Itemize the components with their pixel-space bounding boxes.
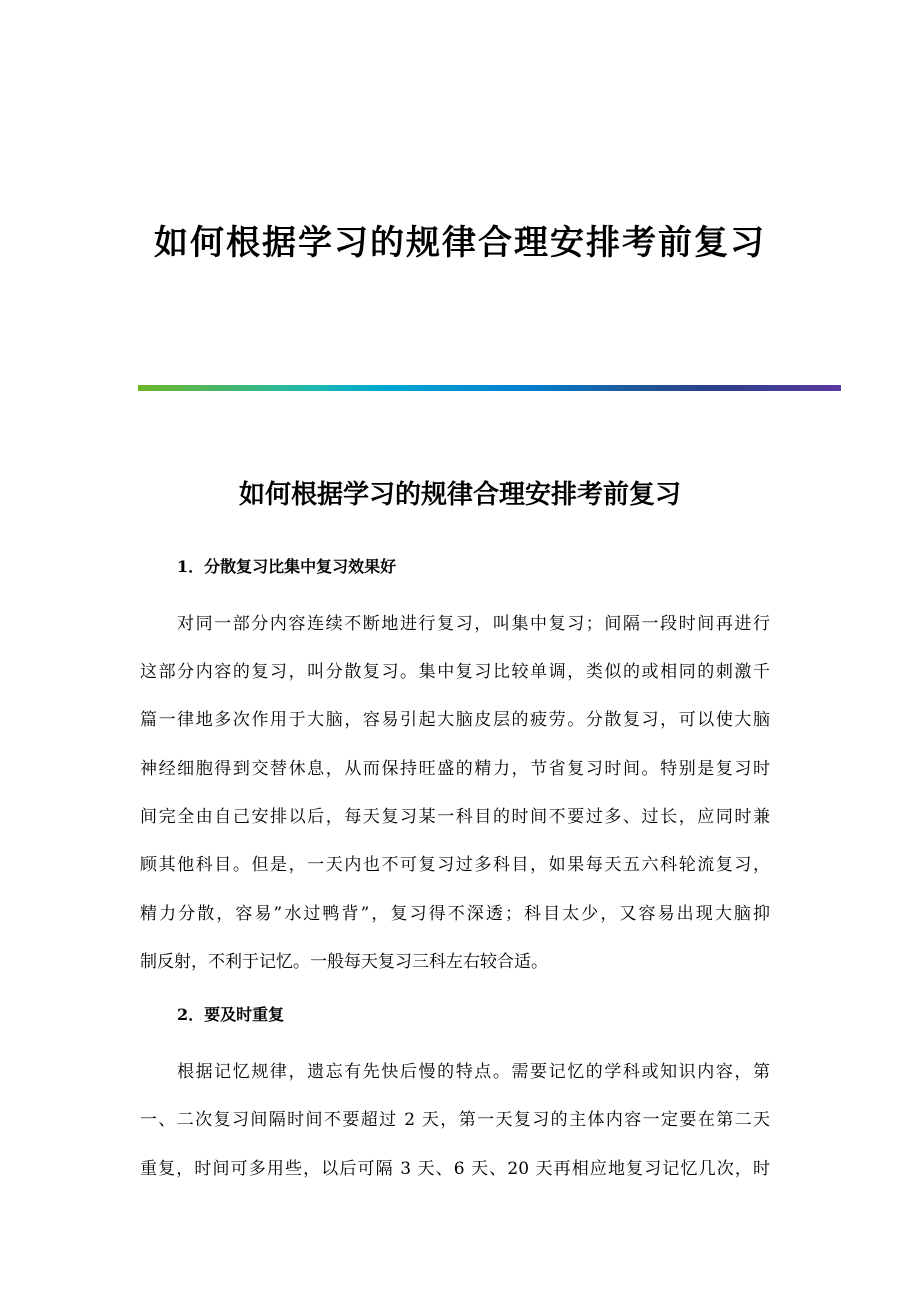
paragraph-line: 重复，时间可多用些，以后可隔 3 天、6 天、20 天再相应地复习记忆几次，时 (140, 1159, 770, 1179)
gradient-divider (138, 385, 841, 391)
document-title: 如何根据学习的规律合理安排考前复习 (238, 480, 681, 510)
paragraph-line: 神经细胞得到交替休息，从而保持旺盛的精力，节省复习时间。特别是复习时 (140, 759, 770, 779)
section-heading: 2．要及时重复 (177, 1005, 285, 1024)
paragraph-line: 精力分散，容易”水过鸭背”，复习得不深透；科目太少，又容易出现大脑抑 (140, 904, 770, 924)
paragraph-line: 间完全由自己安排以后，每天复习某一科目的时间不要过多、过长，应同时兼 (140, 807, 770, 827)
paragraph-line: 制反射，不利于记忆。一般每天复习三科左右较合适。 (140, 952, 548, 972)
paragraph-line: 篇一律地多次作用于大脑，容易引起大脑皮层的疲劳。分散复习，可以使大脑 (140, 710, 770, 730)
paragraph-line: 顾其他科目。但是，一天内也不可复习过多科目，如果每天五六科轮流复习， (140, 855, 770, 875)
paragraph-line: 一、二次复习间隔时间不要超过 2 天，第一天复习的主体内容一定要在第二天 (140, 1110, 770, 1130)
paragraph-line: 对同一部分内容连续不断地进行复习，叫集中复习；间隔一段时间再进行 (177, 614, 770, 634)
paragraph-line: 根据记忆规律，遗忘有先快后慢的特点。需要记忆的学科或知识内容，第 (177, 1062, 770, 1082)
cover-title: 如何根据学习的规律合理安排考前复习 (154, 223, 766, 263)
paragraph-line: 这部分内容的复习，叫分散复习。集中复习比较单调，类似的或相同的刺激千 (140, 662, 770, 682)
section-heading: 1．分散复习比集中复习效果好 (177, 557, 397, 576)
